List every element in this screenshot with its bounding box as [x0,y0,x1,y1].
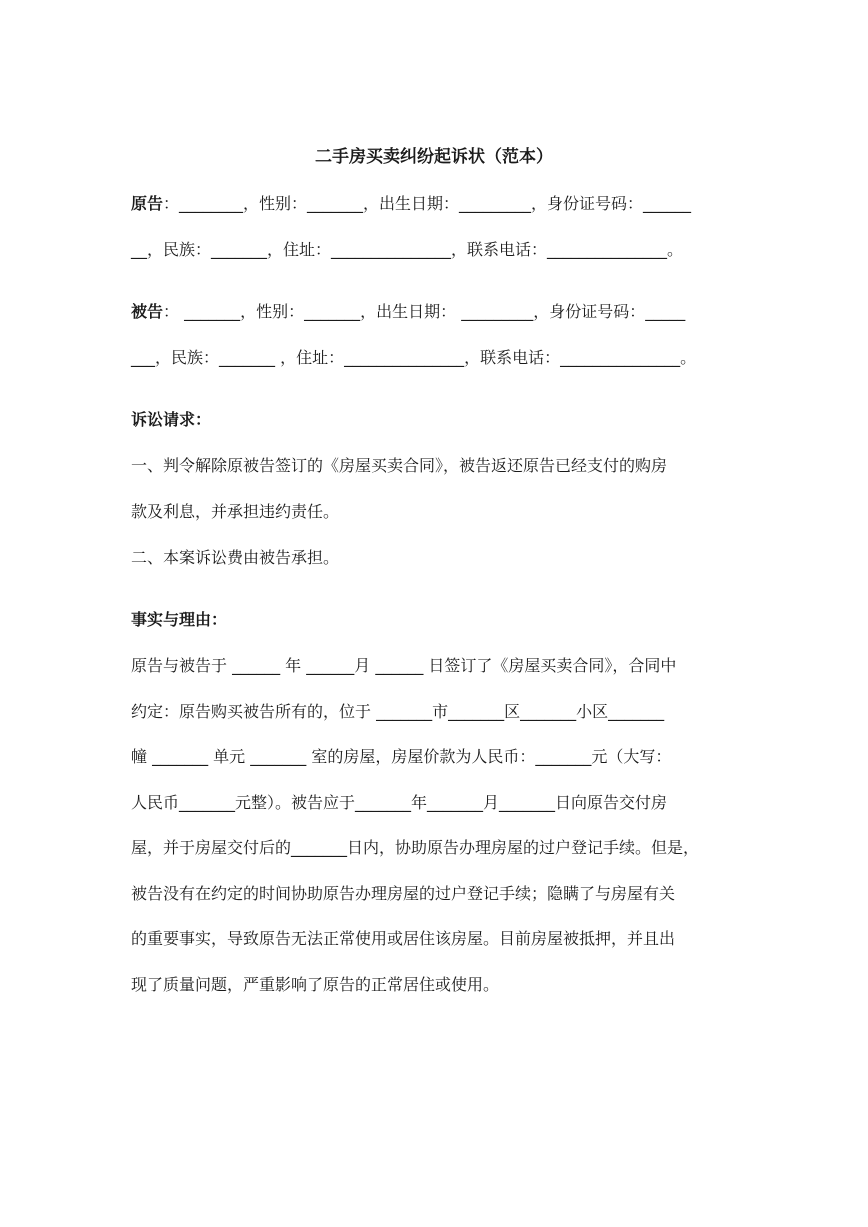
plaintiff-label: 原告 [131,194,164,213]
defendant-line-1 [131,301,685,323]
facts-line-5: 屋，并于房屋交付后的_______日内，协助原告办理房屋的过户登记手续。但是， [131,838,700,857]
claims-heading: 诉讼请求： [131,410,212,429]
claims-line-3: 二、本案诉讼费由被告承担。 [131,548,340,567]
plaintiff-line-1 [131,193,691,215]
plaintiff-line-2: __，民族：_______，住址：_______________，联系电话：_______________。 [131,240,684,259]
facts-line-8: 现了质量问题，严重影响了原告的正常居住或使用。 [131,975,500,994]
defendant-info-1: ： _______，性别：_______，出生日期： _________，身份证号码：_____ [163,302,686,321]
facts-line-3: 幢 _______ 单元 _______ 室的房屋，房屋价款为人民币：_______元（大写： [131,747,672,766]
facts-line-1: 原告与被告于 ______ 年 ______月 ______ 日签订了《房屋买卖合同》，合同中 [131,656,677,675]
defendant-label: 被告 [131,302,164,321]
facts-line-2: 约定：原告购买被告所有的，位于 _______市_______区_______小区_______ [131,702,665,721]
facts-heading: 事实与理由： [131,610,228,629]
facts-line-4: 人民币_______元整）。被告应于_______年_______月_______日向原告交付房 [131,793,668,812]
facts-line-6: 被告没有在约定的时间协助原告办理房屋的过户登记手续；隐瞒了与房屋有关 [131,884,676,903]
document-title: 二手房买卖纠纷起诉状（范本） [315,147,553,167]
defendant-line-2: ___，民族：_______ ，住址：_______________，联系电话：_______________。 [131,348,697,367]
plaintiff-info-1: ：________，性别：_______，出生日期：_________，身份证号码：______ [163,194,692,213]
claims-line-1: 一、判令解除原被告签订的《房屋买卖合同》，被告返还原告已经支付的购房 [131,456,668,475]
claims-line-2: 款及利息，并承担违约责任。 [131,502,340,521]
facts-line-7: 的重要事实，导致原告无法正常使用或居住该房屋。目前房屋被抵押，并且出 [131,929,676,948]
